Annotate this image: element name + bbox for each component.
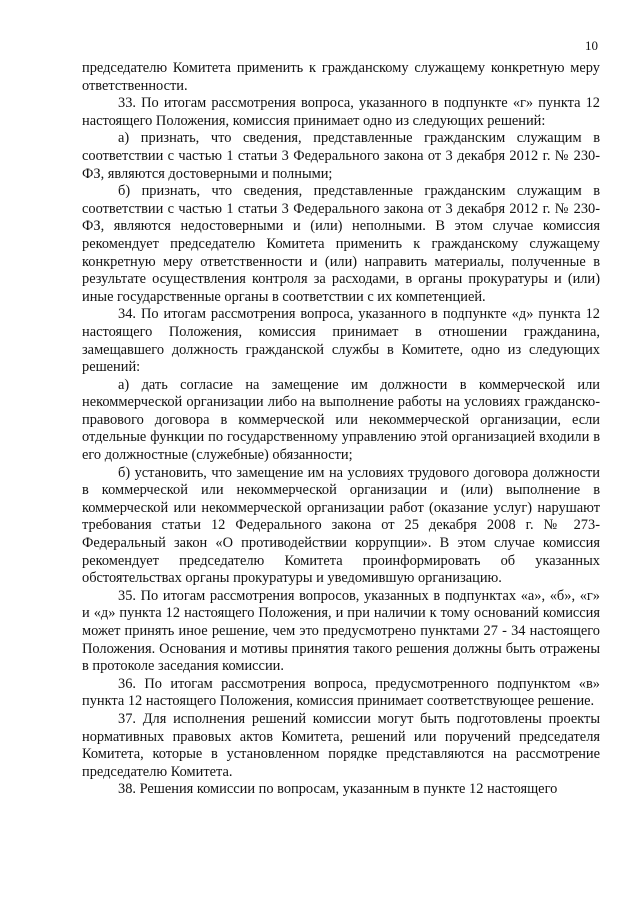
paragraph-item-33-b: б) признать, что сведения, представленные гражданским служащим в соответствии с частью 1 статьи 3 Федерального закона от 3 декабря 2012 г. № 230-ФЗ, являются недостоверными и (или) неполными. В этом случае комиссия рекомендует председателю Комитета применить к гражданскому служащему конкретную меру ответственности и (или) направить материалы, полученные в результате осуществления контроля за расходами, в органы прокуратуры и (или) иные государственные органы в соответствии с их компетенцией. [82,183,600,305]
page-number: 10 [585,38,598,53]
paragraph-continuation: председателю Комитета применить к гражданскому служащему конкретную меру ответственности. [82,60,600,94]
paragraph-item-33-a: а) признать, что сведения, представленные гражданским служащим в соответствии с частью 1 статьи 3 Федерального закона от 3 декабря 2012 г. № 230-ФЗ, являются достоверными и полными; [82,130,600,182]
paragraph-item-34-a: а) дать согласие на замещение им должности в коммерческой или некоммерческой организации либо на выполнение работы на условиях гражданско-правового договора в коммерческой или некоммерческой организации, если отдельные функции по государственному управлению этой организацией входили в его должностные (служебные) обязанности; [82,376,600,464]
paragraph-item-33: 33. По итогам рассмотрения вопроса, указанного в подпункте «г» пункта 12 настоящего Положения, комиссия принимает одно из следующих решений: [82,95,600,129]
paragraph-item-34-b: б) установить, что замещение им на условиях трудового договора должности в коммерческой или некоммерческой организации и (или) выполнение в коммерческой или некоммерческой организации работ (оказание услуг) нарушают требования статьи 12 Федерального закона от 25 декабря 2008 г. № 273-Федеральный закон «О противодействии коррупции». В этом случае комиссия рекомендует председателю Комитета проинформировать об указанных обстоятельствах органы прокуратуры и уведомившую организацию. [82,464,600,587]
paragraph-item-38: 38. Решения комиссии по вопросам, указанным в пункте 12 настоящего [118,781,558,798]
paragraph-item-34: 34. По итогам рассмотрения вопроса, указанного в подпункте «д» пункта 12 настоящего Положения, комиссия принимает в отношении гражданина, замещавшего должность гражданской службы в Комитете, одно из следующих решений: [82,306,600,376]
paragraph-item-37: 37. Для исполнения решений комиссии могут быть подготовлены проекты нормативных правовых актов Комитета, решений или поручений председателя Комитета, которые в установленном порядке представляются на рассмотрение председателю Комитета. [82,710,600,780]
paragraph-item-35: 35. По итогам рассмотрения вопросов, указанных в подпунктах «а», «б», «г» и «д» пункта 12 настоящего Положения, и при наличии к тому оснований комиссия может принять иное решение, чем это предусмотрено пунктами 27 - 34 настоящего Положения. Основания и мотивы принятия такого решения должны быть отражены в протоколе заседания комиссии. [82,587,600,675]
document-body [82,60,600,799]
paragraph-item-36: 36. По итогам рассмотрения вопроса, предусмотренного подпунктом «в» пункта 12 настоящего Положения, комиссия принимает соответствующее решение. [82,675,600,710]
